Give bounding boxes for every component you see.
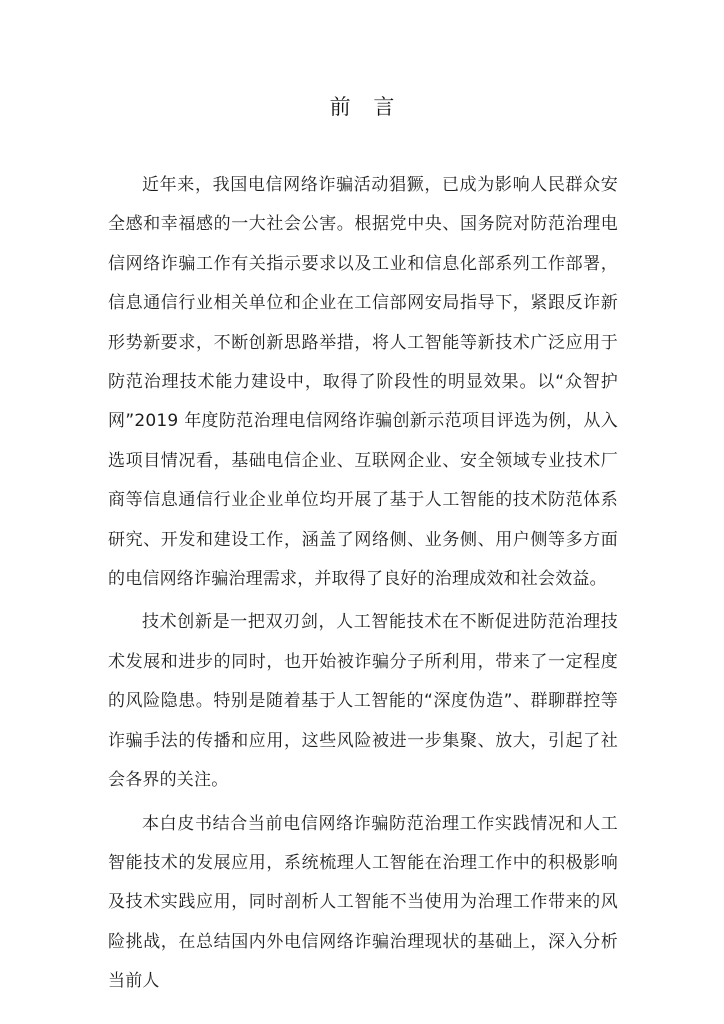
paragraph-risk: 技术创新是一把双刃剑，人工智能技术在不断促进防范治理技术发展和进步的同时，也开始被诈骗分子所利用，带来了一定程度的风险隐患。特别是随着基于人工智能的“深度伪造”、群聊群控等诈骗手法的传播和应用，这些风险被进一步集聚、放大，引起了社会各界的关注。 xyxy=(108,612,618,791)
paragraph-scope: 本白皮书结合当前电信网络诈骗防范治理工作实践情况和人工智能技术的发展应用，系统梳理人工智能在治理工作中的积极影响及技术实践应用，同时剖析人工智能不当使用为治理工作带来的风险挑战，在总结国内外电信网络诈骗治理现状的基础上，深入分析当前人 xyxy=(108,813,618,992)
page-title: 前 言 xyxy=(329,95,403,119)
body-text xyxy=(108,166,618,1006)
paragraph-intro: 近年来，我国电信网络诈骗活动猖獗，已成为影响人民群众安全感和幸福感的一大社会公害。根据党中央、国务院对防范治理电信网络诈骗工作有关指示要求以及工业和信息化部系列工作部署，信息通信行业相关单位和企业在工信部网安局指导下，紧跟反诈新形势新要求，不断创新思路举措，将人工智能等新技术广泛应用于防范治理技术能力建设中，取得了阶段性的明显效果。以“众智护网”2019 年度防范治理电信网络诈骗创新示范项目评选为例，从入选项目情况看，基础电信企业、互联网企业、安全领域专业技术厂商等信息通信行业企业单位均开展了基于人工智能的技术防范体系研究、开发和建设工作，涵盖了网络侧、业务侧、用户侧等多方面的电信网络诈骗治理需求，并取得了良好的治理成效和社会效益。 xyxy=(108,175,618,590)
